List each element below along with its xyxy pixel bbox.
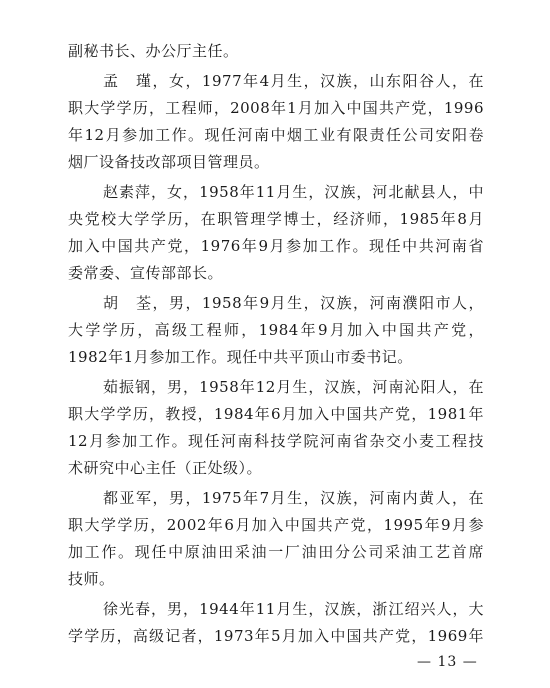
text-line: 12月参加工作。现任河南科技学院河南省杂交小麦工程技 [68,432,484,450]
text-line: 加工作。现任中原油田采油一厂油田分公司采油工艺首席 [68,543,484,561]
text-line: 孟 瑾，女，1977年4月生，汉族，山东阳谷人，在 [103,72,484,90]
text-line: 茹振钢，男，1958年12月生，汉族，河南沁阳人，在 [103,378,484,396]
page-number: — 13 — [417,654,478,670]
text-line: 徐光春，男，1944年11月生，汉族，浙江绍兴人，大 [103,600,484,618]
text-line: 学学历，高级记者，1973年5月加入中国共产党，1969年 [68,627,484,645]
text-line: 胡 荃，男，1958年9月生，汉族，河南濮阳市人， [103,294,484,312]
text-line: 赵素萍，女，1958年11月生，汉族，河北献县人，中 [103,183,484,201]
text-line: 职大学学历，教授，1984年6月加入中国共产党，1981年 [68,405,484,423]
text-line: 加入中国共产党，1976年9月参加工作。现任中共河南省 [68,237,484,255]
text-line: 大学学历，高级工程师，1984年9月加入中国共产党， [68,321,484,339]
text-line: 1982年1月参加工作。现任中共平顶山市委书记。 [68,348,413,366]
text-line: 术研究中心主任（正处级）。 [68,459,263,477]
text-line: 都亚军，男，1975年7月生，汉族，河南内黄人，在 [103,489,484,507]
text-line: 职大学学历，2002年6月加入中国共产党，1995年9月参 [68,516,484,534]
text-line: 央党校大学学历，在职管理学博士，经济师，1985年8月 [68,210,484,228]
text-line: 副秘书长、办公厅主任。 [68,42,239,60]
text-line: 年12月参加工作。现任河南中烟工业有限责任公司安阳卷 [68,126,484,144]
text-line: 职大学学历，工程师，2008年1月加入中国共产党，1996 [68,99,484,117]
text-line: 技师。 [68,570,115,588]
text-line: 烟厂设备技改部项目管理员。 [68,153,270,171]
text-line: 委常委、宣传部部长。 [68,264,224,282]
